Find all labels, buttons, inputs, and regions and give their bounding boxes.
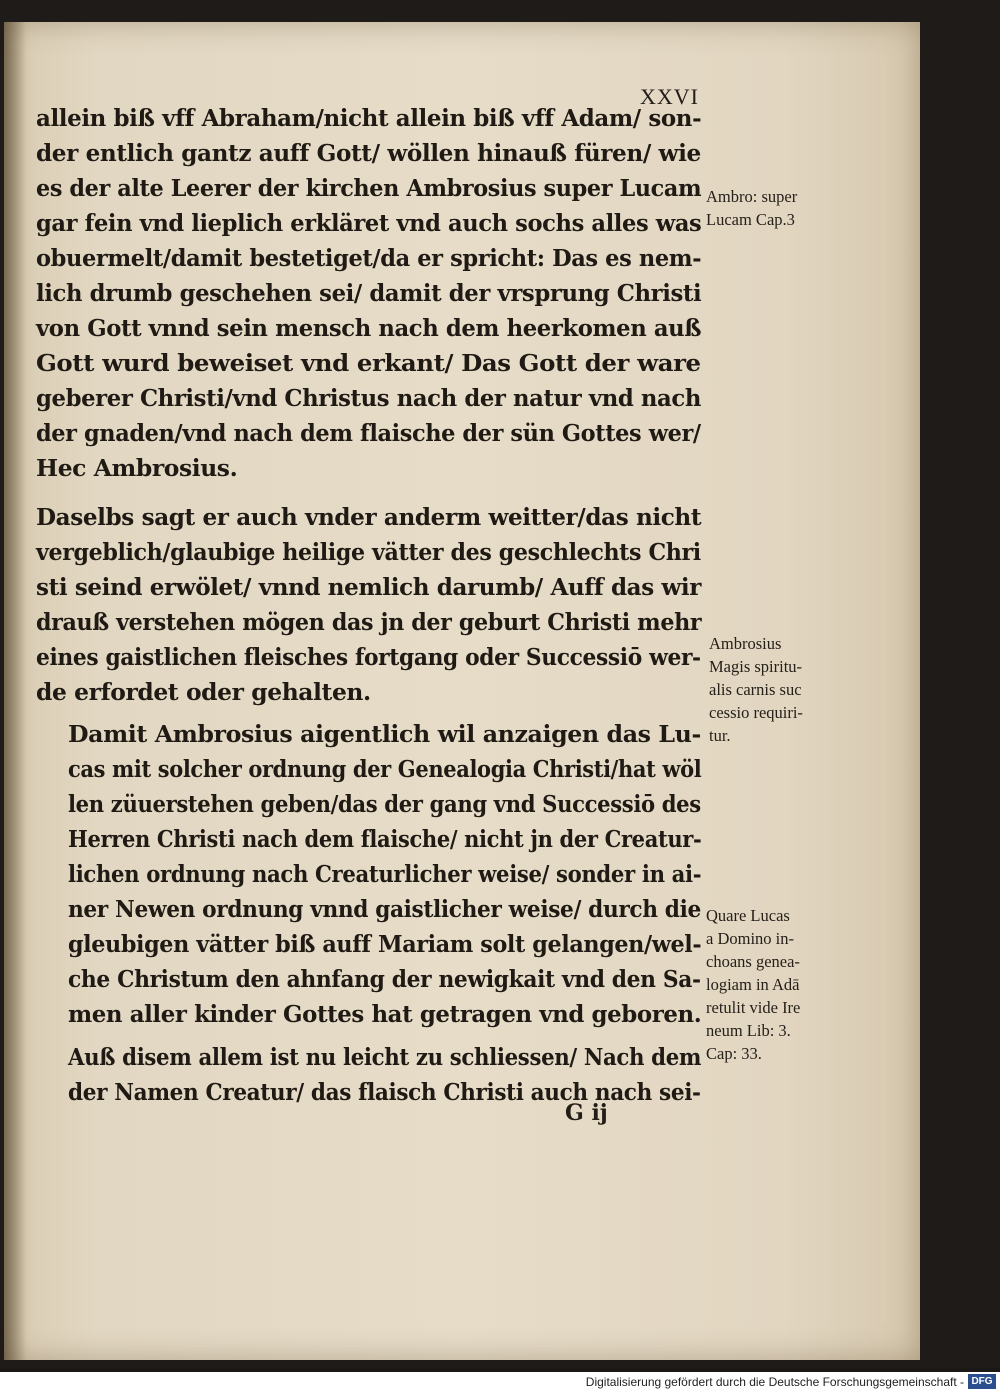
marginal-note-line: a Domino in-	[706, 929, 794, 948]
marginal-note-line: choans genea-	[706, 952, 800, 971]
text-line: cas mit solcher ordnung der Genealogia Christi/hat wöl	[68, 755, 702, 783]
marginal-note-1	[706, 185, 846, 231]
text-line: gleubigen vätter biß auff Mariam solt gelangen/wel-	[68, 930, 702, 958]
marginal-note-line: retulit vide Ire	[706, 998, 801, 1017]
text-line: der entlich gantz auff Gott/ wöllen hinauß füren/ wie	[36, 139, 701, 167]
text-line: der Namen Creatur/ das flaisch Christi auch nach sei-	[68, 1078, 701, 1106]
text-line: drauß verstehen mögen das jn der geburt Christi mehr	[36, 608, 702, 636]
text-line: vergeblich/glaubige heilige vätter des geschlechts Chri	[36, 538, 701, 566]
text-line: Hec Ambrosius.	[36, 454, 238, 482]
credit-text: Digitalisierung gefördert durch die Deutsche Forschungsgemeinschaft -	[585, 1375, 964, 1389]
text-line: lich drumb geschehen sei/ damit der vrsprung Christi	[36, 279, 702, 307]
text-line: eines gaistlichen fleisches fortgang oder Successiō wer-	[36, 643, 701, 671]
marginal-note-line: Cap: 33.	[706, 1044, 762, 1063]
marginal-note-line: tur.	[709, 726, 731, 745]
text-line: allein biß vff Abraham/nicht allein biß vff Adam/ son-	[36, 104, 702, 132]
marginal-note-2	[709, 632, 849, 747]
text-line: Herren Christi nach dem flaische/ nicht jn der Creatur-	[68, 825, 702, 853]
credit-bar	[0, 1372, 1000, 1393]
text-line: Daselbs sagt er auch vnder anderm weitter/das nicht	[36, 503, 702, 531]
marginal-note-line: logiam in Adā	[706, 975, 800, 994]
marginal-note-line: alis carnis suc	[709, 680, 802, 699]
marginal-note-line: Ambro: super	[706, 187, 798, 206]
marginal-note-line: Ambrosius	[709, 634, 782, 653]
text-line: der gnaden/vnd nach dem flaische der sün Gottes wer/	[36, 419, 701, 447]
text-line: len züuerstehen geben/das der gang vnd Successiō des	[68, 790, 701, 818]
paragraph-1	[36, 101, 701, 486]
marginal-note-line: Lucam Cap.3	[706, 210, 795, 229]
marginal-note-line: Magis spiritu-	[709, 657, 803, 676]
text-line: che Christum den ahnfang der newigkait vnd den Sa-	[68, 965, 701, 993]
text-line: gar fein vnd lieplich erkläret vnd auch sochs alles was	[36, 209, 702, 237]
text-line: geberer Christi/vnd Christus nach der natur vnd nach	[36, 384, 702, 412]
signature-mark: G ij	[565, 1100, 608, 1126]
text-line: de erfordet oder gehalten.	[36, 678, 371, 706]
text-line: Damit Ambrosius aigentlich wil anzaigen das Lu-	[68, 720, 701, 748]
text-line: obuermelt/damit bestetiget/da er spricht: Das es nem-	[36, 244, 702, 272]
folio-number: XXVI	[640, 84, 699, 109]
paragraph-3	[68, 717, 701, 1032]
dfg-logo: DFG	[968, 1374, 996, 1389]
text-line: men aller kinder Gottes hat getragen vnd geboren.	[68, 1000, 702, 1028]
text-line: ner Newen ordnung vnnd gaistlicher weise/ durch die	[68, 895, 701, 923]
text-line: von Gott vnnd sein mensch nach dem heerkomen auß	[36, 314, 702, 342]
text-line: Auß disem allem ist nu leicht zu schliessen/ Nach dem	[68, 1043, 702, 1071]
text-line: lichen ordnung nach Creaturlicher weise/ sonder in ai-	[68, 860, 702, 888]
text-line: sti seind erwölet/ vnnd nemlich darumb/ Auff das wir	[36, 573, 701, 601]
text-line: Gott wurd beweiset vnd erkant/ Das Gott der ware	[36, 349, 701, 377]
paragraph-2	[36, 500, 701, 710]
marginal-note-line: Quare Lucas	[706, 906, 790, 925]
marginal-note-3	[706, 904, 846, 1065]
marginal-note-line: neum Lib: 3.	[706, 1021, 791, 1040]
text-line: es der alte Leerer der kirchen Ambrosius super Lucam	[36, 174, 702, 202]
marginal-note-line: cessio requiri-	[709, 703, 803, 722]
